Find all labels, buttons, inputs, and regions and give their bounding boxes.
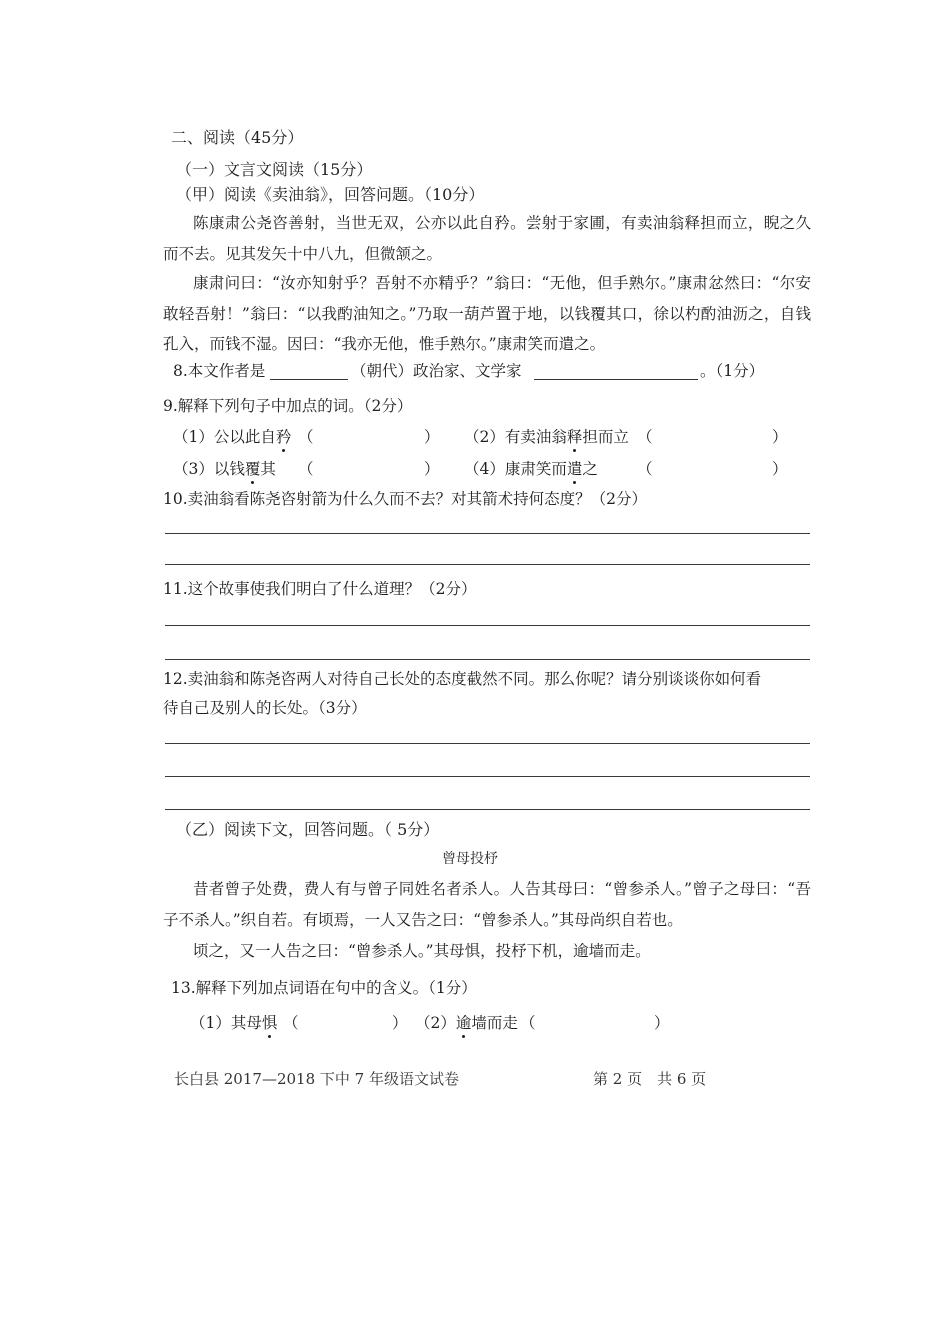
q8-suffix: 。（1分） — [700, 362, 765, 380]
q9-item1-dotted-word: 矜 — [275, 428, 292, 446]
passage-jia-p1: 陈康肃公尧咨善射，当世无双，公亦以此自矜。尝射于家圃，有卖油翁释担而立，睨之久而不去。见其发矢十中八九，但微颔之。 — [163, 214, 811, 263]
q9-item2-paren-close: ） — [772, 428, 788, 446]
q10-answer-line-2[interactable] — [165, 564, 810, 565]
q12-answer-line-1[interactable] — [165, 743, 810, 744]
q9-item1-text: （1）公以此自 — [173, 428, 276, 446]
q9-item2-dotted-word: 释 — [566, 428, 583, 446]
q9-item2 — [464, 427, 629, 447]
q8-prefix: 8.本文作者是 — [173, 362, 266, 380]
q11-stem: 11.这个故事使我们明白了什么道理？（2分） — [163, 580, 477, 598]
q11-answer-line-2[interactable] — [165, 659, 810, 660]
q9-item3-paren-close: ） — [424, 460, 440, 478]
q9-item3-tail: 其 — [260, 460, 276, 478]
q13-item1 — [190, 1013, 277, 1033]
q13-stem: 13.解释下列加点词语在句中的含义。（1分） — [171, 979, 477, 997]
q9-item2-tail: 担而立 — [582, 428, 629, 446]
q13-item2-tail: 墙而走 — [471, 1014, 518, 1032]
q9-item4-text: （4）康肃笑而 — [464, 460, 567, 478]
q12-answer-line-3[interactable] — [165, 809, 810, 810]
q9-item1-paren-close: ） — [424, 428, 440, 446]
q13-item1-paren-close: ） — [392, 1014, 408, 1032]
q9-item4 — [464, 459, 598, 479]
q9-item2-paren-open: （ — [637, 428, 653, 446]
passage-jia-p2: 康肃问曰：“汝亦知射乎？吾射不亦精乎？”翁曰：“无他，但手熟尔。”康肃忿然曰：“尔安敢轻吾射！”翁曰：“以我酌油知之。”乃取一葫芦置于地，以钱覆其口，徐以杓酌油沥之，自钱孔入，而钱不湿。因曰：“我亦无他，惟手熟尔。”康肃笑而遣之。 — [163, 274, 811, 353]
q12-stem-line2: 待自己及别人的长处。（3分） — [163, 699, 367, 717]
q10-stem: 10.卖油翁看陈尧咨射箭为什么久而不去？对其箭术持何态度？（2分） — [163, 490, 648, 508]
yi-heading: （乙）阅读下文，回答问题。（ 5分） — [176, 820, 440, 839]
q9-item3-dotted-word: 覆 — [244, 460, 261, 478]
q8-dynasty-blank[interactable] — [534, 379, 698, 380]
q8-middle: （朝代）政治家、文学家 — [351, 362, 522, 380]
q9-item3 — [173, 459, 276, 479]
q9-item4-dotted-word: 遣 — [566, 460, 583, 478]
q13-item2 — [415, 1013, 518, 1033]
footer-exam-title: 长白县 2017—2018 下中 7 年级语文试卷 — [174, 1070, 459, 1088]
q9-item3-text: （3）以钱 — [173, 460, 245, 478]
q13-item2-paren-open: （ — [520, 1014, 536, 1032]
q12-stem-line1: 12.卖油翁和陈尧咨两人对待自己长处的态度截然不同。那么你呢？请分别谈谈你如何看 — [163, 670, 762, 688]
q8-author-blank[interactable] — [270, 379, 348, 380]
q13-item2-text: （2） — [415, 1014, 456, 1032]
q9-item1-paren-open: （ — [298, 428, 314, 446]
yi-passage-p1: 昔者曾子处费，费人有与曾子同姓名者杀人。人告其母曰：“曾参杀人。”曾子之母曰：“吾子不杀人。”织自若。有顷焉，一人又告之曰：“曾参杀人。”其母尚织自若也。 — [163, 880, 811, 929]
section-title: 二、阅读（45分） — [171, 128, 304, 147]
q12-answer-line-2[interactable] — [165, 776, 810, 777]
yi-passage-p2: 顷之，又一人告之曰：“曾参杀人。”其母惧，投杼下机，逾墙而走。 — [193, 942, 651, 960]
q13-item1-paren-open: （ — [283, 1014, 299, 1032]
q9-stem: 9.解释下列句子中加点的词。（2分） — [163, 397, 413, 415]
q9-item3-paren-open: （ — [298, 460, 314, 478]
q9-item4-tail: 之 — [582, 460, 598, 478]
q13-item2-paren-close: ） — [654, 1014, 670, 1032]
q11-answer-line-1[interactable] — [165, 625, 810, 626]
yi-passage-title: 曾母投杼 — [442, 851, 498, 867]
q9-item1 — [173, 427, 291, 447]
q9-item2-text: （2）有卖油翁 — [464, 428, 567, 446]
q13-item2-dotted-word: 逾 — [455, 1014, 472, 1032]
subsection-title: （一）文言文阅读（15分） — [176, 160, 373, 179]
footer-page-number: 第 2 页 共 6 页 — [593, 1070, 707, 1088]
q13-item1-text: （1）其母 — [190, 1014, 262, 1032]
q9-item4-paren-open: （ — [637, 460, 653, 478]
q10-answer-line-1[interactable] — [165, 533, 810, 534]
jia-heading: （甲）阅读《卖油翁》，回答问题。（10分） — [176, 185, 485, 204]
q9-item4-paren-close: ） — [772, 460, 788, 478]
q13-item1-dotted-word: 惧 — [261, 1014, 278, 1032]
